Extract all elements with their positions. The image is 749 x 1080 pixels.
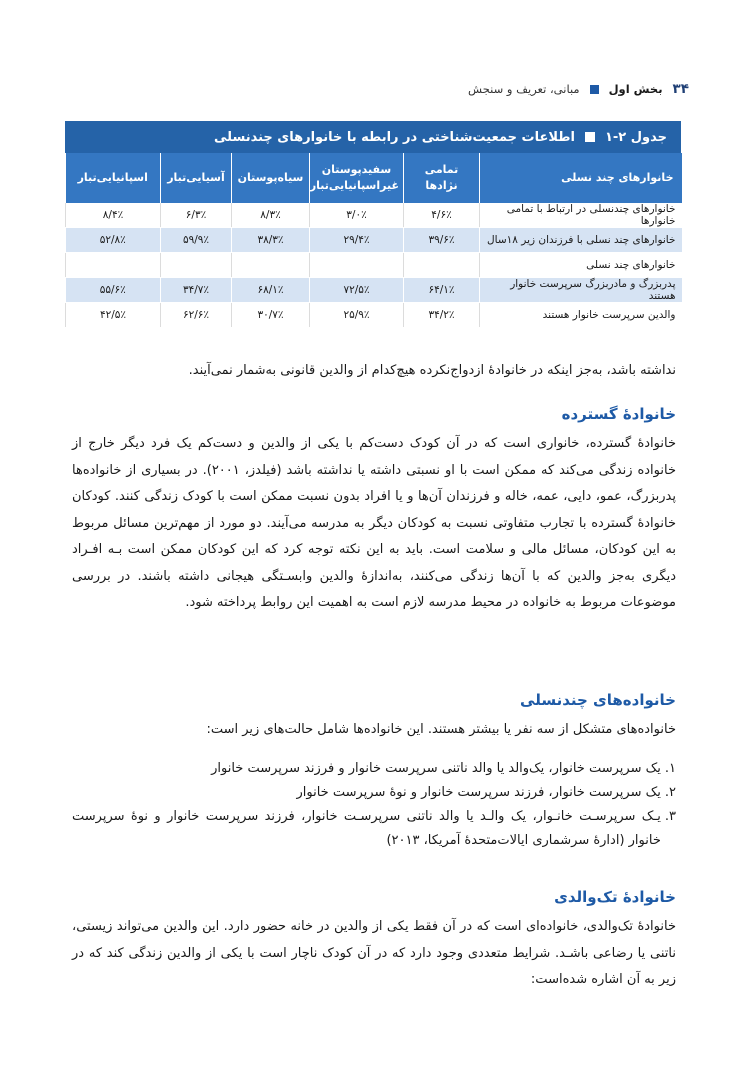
list-item xyxy=(72,805,676,853)
table-row xyxy=(66,253,682,278)
table-row xyxy=(66,228,682,253)
row-label: خانوارهای چند نسلی با فرزندان زیر ۱۸سال xyxy=(480,228,682,253)
list-item xyxy=(72,781,676,805)
page-number: ۳۴ xyxy=(672,81,689,97)
table-row xyxy=(66,203,682,228)
list-number: ۳. xyxy=(664,809,676,824)
column-header: سفیدپوستان غیراسپانیایی‌تبار xyxy=(310,153,404,203)
table-cell: ۴۲/۵٪ xyxy=(66,303,161,328)
header-subtitle: مبانی، تعریف و سنجش xyxy=(468,82,580,96)
table-caption-number: جدول ۲-۱ xyxy=(604,129,667,145)
table-row xyxy=(66,278,682,303)
table-row xyxy=(66,303,682,328)
single-parent-paragraph xyxy=(72,914,676,994)
column-header: خانوارهای چند نسلی xyxy=(480,153,682,203)
single-parent-text: خانوادهٔ تک‌والدی، خانواده‌ای است که در آن فقط یکی از والدین در خانه حضور دارد. این والدین می‌تواند زیستی، ناتنی یا رضاعی باشـد. شرایط متعددی وجود دارد که در آن کودک ناچار است با یکی از والدین زندگی کند که در زیر به آن اشاره شده‌است: xyxy=(72,919,676,987)
list-text: یـک سرپرسـت خانـوار، یک والـد یا والد ناتنی سرپرسـت خانوار، فرزند سرپرست خانوار و نوهٔ سرپرست خانوار (ادارهٔ سرشماری ایالات‌متحدهٔ آمریکا، ۲۰۱۳) xyxy=(72,809,661,848)
data-table xyxy=(65,153,682,328)
table-cell xyxy=(232,253,310,278)
column-header: آسیایی‌تبار xyxy=(161,153,232,203)
table-cell: ۷۲/۵٪ xyxy=(310,278,404,303)
row-label: خانوارهای چند نسلی xyxy=(480,253,682,278)
table-cell: ۸/۴٪ xyxy=(66,203,161,228)
table-header-row xyxy=(66,153,682,203)
multigen-list xyxy=(72,757,676,853)
extended-family-text: خانوادهٔ گسترده، خانواری است که در آن کودک دست‌کم با یکی از والدین و دست‌کم یک فرد دیگر خارج از خانواده زندگی می‌کند که ممکن است با او نسبتی داشته یا نداشته باشد (فیلدز، ۲۰۰۱). در بسیاری از خانواده‌ها پدربزرگ، عمو، دایی، عمه، خاله و فرزندان آن‌ها و یا افراد بدون نسبت ممکن است با کودک زندگی کنند. کودکان خانوادهٔ گسترده با تجارب متفاوتی نسبت به کودکان دیگر به مدرسه می‌آیند. دو مورد از مهم‌ترین مسائل مربوط به این کودکان، مسائل مالی و سلامت است. باید به این نکته توجه کرد که این کودکان ممکن است بـه افـراد دیگری به‌جز والدین که با آن‌ها زندگی می‌کنند، به‌اندازهٔ والدین وابسـتگی هیجانی داشته باشند. در بررسی موضوعات مربوط به خانواده در محیط مدرسه لازم است به اهمیت این روابط پرداخته شود. xyxy=(72,436,676,610)
table-cell: ۶۴/۱٪ xyxy=(404,278,480,303)
column-header: سیاه‌پوستان xyxy=(232,153,310,203)
table-cell: ۸/۳٪ xyxy=(232,203,310,228)
table-caption xyxy=(65,121,681,153)
column-header: تمامی نژادها xyxy=(404,153,480,203)
list-item xyxy=(72,757,676,781)
table-cell: ۵۹/۹٪ xyxy=(161,228,232,253)
table-cell: ۳۹/۶٪ xyxy=(404,228,480,253)
running-header xyxy=(60,78,689,100)
square-bullet-icon xyxy=(590,85,599,94)
demographics-table xyxy=(65,121,681,328)
table-cell: ۶/۳٪ xyxy=(161,203,232,228)
multigen-heading: خانواده‌های چندنسلی xyxy=(520,691,676,709)
table-cell: ۶۸/۱٪ xyxy=(232,278,310,303)
table-cell xyxy=(310,253,404,278)
list-text: یک سرپرست خانوار، فرزند سرپرست خانوار و نوهٔ سرپرست خانوار xyxy=(296,785,661,800)
table-cell: ۲۵/۹٪ xyxy=(310,303,404,328)
list-text: یک سرپرست خانوار، یک‌والد یا والد ناتنی سرپرست خانوار و فرزند سرپرست خانوار xyxy=(211,761,661,776)
intro-paragraph xyxy=(72,358,676,385)
table-cell xyxy=(161,253,232,278)
extended-family-paragraph xyxy=(72,431,676,617)
multigen-text: خانواده‌های متشکل از سه نفر یا بیشتر هستند. این خانواده‌ها شامل حالت‌های زیر است: xyxy=(206,722,676,737)
table-cell: ۵۵/۶٪ xyxy=(66,278,161,303)
table-cell: ۵۲/۸٪ xyxy=(66,228,161,253)
table-cell: ۳۴/۲٪ xyxy=(404,303,480,328)
row-label: پدربزرگ و مادربزرگ سرپرست خانوار هستند xyxy=(480,278,682,303)
table-cell xyxy=(66,253,161,278)
intro-text: نداشته باشد، به‌جز اینکه در خانوادهٔ ازدواج‌نکرده هیچ‌کدام از والدین قانونی به‌شمار نمی‌آیند. xyxy=(188,363,676,378)
extended-family-heading: خانوادهٔ گسترده xyxy=(561,405,676,423)
multigen-paragraph xyxy=(72,717,676,744)
table-cell: ۶۲/۶٪ xyxy=(161,303,232,328)
table-cell: ۲۹/۴٪ xyxy=(310,228,404,253)
table-cell: ۳۰/۷٪ xyxy=(232,303,310,328)
single-parent-heading: خانوادهٔ تک‌والدی xyxy=(554,888,676,906)
list-number: ۲. xyxy=(664,785,676,800)
list-number: ۱. xyxy=(664,761,676,776)
section-label: بخش اول xyxy=(608,82,663,96)
table-cell: ۳۴/۷٪ xyxy=(161,278,232,303)
row-label: والدین سرپرست خانوار هستند xyxy=(480,303,682,328)
table-cell: ۳/۰٪ xyxy=(310,203,404,228)
table-cell: ۳۸/۳٪ xyxy=(232,228,310,253)
square-bullet-icon xyxy=(585,132,595,142)
table-cell xyxy=(404,253,480,278)
row-label: خانوارهای چندنسلی در ارتباط با تمامی خانوارها xyxy=(480,203,682,228)
table-caption-title: اطلاعات جمعیت‌شناختی در رابطه با خانوارهای چندنسلی xyxy=(214,129,575,145)
column-header: اسپانیایی‌تبار xyxy=(66,153,161,203)
table-cell: ۴/۶٪ xyxy=(404,203,480,228)
